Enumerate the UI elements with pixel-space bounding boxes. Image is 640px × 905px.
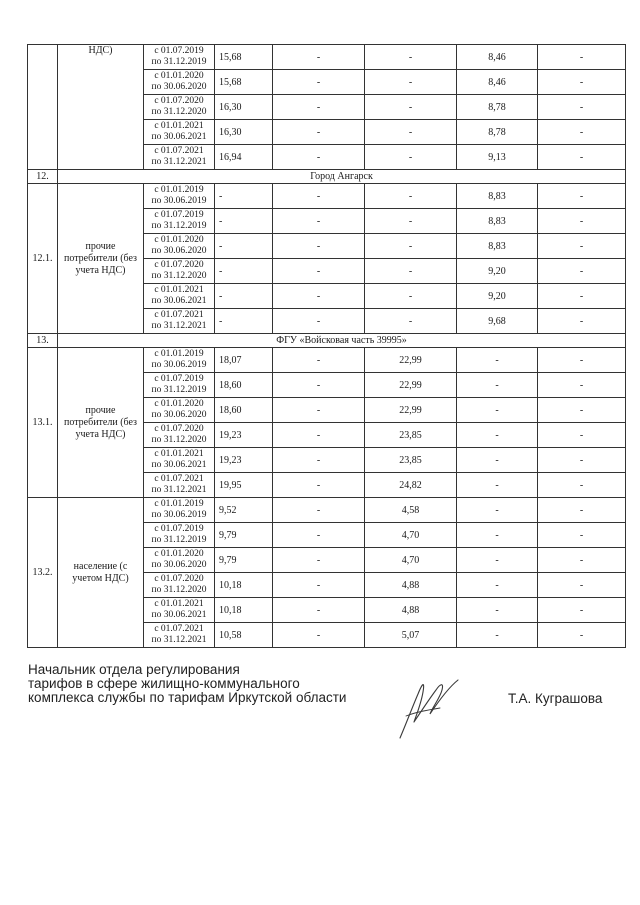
table-row bbox=[28, 45, 626, 70]
period-start: с 01.01.2021 bbox=[154, 121, 204, 131]
tariff-value-cell: - bbox=[215, 309, 273, 334]
period-end: по 30.06.2021 bbox=[151, 132, 207, 142]
section-number: 13. bbox=[28, 334, 58, 348]
tariff-value-cell: 19,95 bbox=[215, 473, 273, 498]
table-row bbox=[28, 348, 626, 373]
handwritten-signature bbox=[392, 672, 472, 742]
tariff-value-cell: - bbox=[457, 423, 538, 448]
tariff-value-cell: 23,85 bbox=[365, 423, 457, 448]
tariff-value-cell: 4,88 bbox=[365, 573, 457, 598]
tariff-value-cell: 24,82 bbox=[365, 473, 457, 498]
tariff-value-cell: - bbox=[273, 184, 365, 209]
period-cell bbox=[144, 234, 215, 259]
period-start: с 01.01.2019 bbox=[154, 349, 204, 359]
period-start: с 01.07.2019 bbox=[154, 210, 204, 220]
tariff-value-cell: 8,46 bbox=[457, 45, 538, 70]
tariff-value-cell: - bbox=[365, 184, 457, 209]
tariff-value-cell: 22,99 bbox=[365, 373, 457, 398]
period-end: по 30.06.2021 bbox=[151, 460, 207, 470]
tariff-value-cell: 9,13 bbox=[457, 145, 538, 170]
tariff-value-cell: - bbox=[538, 523, 626, 548]
period-start: с 01.01.2021 bbox=[154, 285, 204, 295]
period-end: по 31.12.2020 bbox=[151, 435, 207, 445]
tariff-value-cell: - bbox=[538, 209, 626, 234]
period-cell bbox=[144, 548, 215, 573]
tariff-value-cell: - bbox=[365, 45, 457, 70]
tariff-value-cell: - bbox=[273, 309, 365, 334]
tariff-value-cell: 16,30 bbox=[215, 95, 273, 120]
tariff-value-cell: - bbox=[538, 234, 626, 259]
period-end: по 30.06.2021 bbox=[151, 296, 207, 306]
tariff-value-cell: - bbox=[457, 598, 538, 623]
tariff-value-cell: 10,18 bbox=[215, 573, 273, 598]
tariff-value-cell: - bbox=[215, 209, 273, 234]
period-cell bbox=[144, 209, 215, 234]
tariff-value-cell: 15,68 bbox=[215, 70, 273, 95]
tariff-value-cell: - bbox=[273, 145, 365, 170]
group-number: 13.1. bbox=[28, 348, 58, 498]
tariff-value-cell: 4,70 bbox=[365, 548, 457, 573]
tariff-value-cell: 10,58 bbox=[215, 623, 273, 648]
signer-position-line-1: Начальник отдела регулирования bbox=[28, 662, 240, 677]
tariff-value-cell: - bbox=[457, 348, 538, 373]
period-cell bbox=[144, 95, 215, 120]
period-cell bbox=[144, 598, 215, 623]
tariff-value-cell: - bbox=[538, 309, 626, 334]
consumer-category: прочие потребители (без учета НДС) bbox=[58, 348, 144, 498]
tariff-value-cell: 9,79 bbox=[215, 523, 273, 548]
tariff-value-cell: - bbox=[273, 598, 365, 623]
period-cell bbox=[144, 145, 215, 170]
tariff-value-cell: - bbox=[215, 284, 273, 309]
period-cell bbox=[144, 348, 215, 373]
tariff-value-cell: - bbox=[273, 448, 365, 473]
tariff-value-cell: - bbox=[273, 373, 365, 398]
period-end: по 31.12.2020 bbox=[151, 107, 207, 117]
tariff-value-cell: - bbox=[365, 209, 457, 234]
period-end: по 31.12.2020 bbox=[151, 585, 207, 595]
period-end: по 31.12.2021 bbox=[151, 635, 207, 645]
period-end: по 31.12.2021 bbox=[151, 321, 207, 331]
tariff-value-cell: 8,46 bbox=[457, 70, 538, 95]
tariff-value-cell: - bbox=[538, 184, 626, 209]
tariff-value-cell: 4,58 bbox=[365, 498, 457, 523]
tariff-value-cell: 9,20 bbox=[457, 259, 538, 284]
tariff-value-cell: - bbox=[273, 209, 365, 234]
period-start: с 01.01.2019 bbox=[154, 185, 204, 195]
period-start: с 01.07.2021 bbox=[154, 146, 204, 156]
tariff-value-cell: - bbox=[273, 573, 365, 598]
tariff-value-cell: 8,83 bbox=[457, 209, 538, 234]
tariff-value-cell: - bbox=[538, 284, 626, 309]
tariff-value-cell: - bbox=[273, 473, 365, 498]
tariff-value-cell: 16,94 bbox=[215, 145, 273, 170]
tariff-value-cell: - bbox=[273, 234, 365, 259]
signer-name: Т.А. Куграшова bbox=[508, 691, 603, 706]
period-end: по 30.06.2019 bbox=[151, 510, 207, 520]
period-start: с 01.01.2021 bbox=[154, 449, 204, 459]
period-start: с 01.07.2021 bbox=[154, 624, 204, 634]
tariff-value-cell: 23,85 bbox=[365, 448, 457, 473]
tariff-value-cell: - bbox=[538, 398, 626, 423]
tariff-value-cell: - bbox=[273, 398, 365, 423]
tariff-value-cell: - bbox=[365, 120, 457, 145]
tariff-value-cell: 15,68 bbox=[215, 45, 273, 70]
tariff-value-cell: - bbox=[538, 423, 626, 448]
tariff-value-cell: - bbox=[273, 284, 365, 309]
period-end: по 30.06.2020 bbox=[151, 560, 207, 570]
tariff-value-cell: 5,07 bbox=[365, 623, 457, 648]
period-cell bbox=[144, 498, 215, 523]
section-title: Город Ангарск bbox=[58, 170, 626, 184]
tariff-value-cell: - bbox=[457, 398, 538, 423]
period-cell bbox=[144, 373, 215, 398]
period-end: по 30.06.2020 bbox=[151, 246, 207, 256]
tariff-value-cell: - bbox=[365, 309, 457, 334]
signer-position-line-2: тарифов в сфере жилищно-коммунального bbox=[28, 676, 300, 691]
tariff-value-cell: 9,79 bbox=[215, 548, 273, 573]
tariff-value-cell: 8,83 bbox=[457, 184, 538, 209]
tariff-value-cell: 10,18 bbox=[215, 598, 273, 623]
group-number: 13.2. bbox=[28, 498, 58, 648]
tariff-value-cell: - bbox=[273, 523, 365, 548]
period-end: по 30.06.2019 bbox=[151, 196, 207, 206]
tariff-value-cell: - bbox=[538, 145, 626, 170]
period-start: с 01.01.2020 bbox=[154, 549, 204, 559]
period-cell bbox=[144, 523, 215, 548]
tariff-value-cell: 4,70 bbox=[365, 523, 457, 548]
period-start: с 01.07.2020 bbox=[154, 260, 204, 270]
period-start: с 01.07.2021 bbox=[154, 310, 204, 320]
tariff-value-cell: - bbox=[273, 348, 365, 373]
signature-block bbox=[28, 663, 368, 705]
period-end: по 30.06.2021 bbox=[151, 610, 207, 620]
tariff-value-cell: - bbox=[273, 623, 365, 648]
tariff-value-cell: - bbox=[273, 259, 365, 284]
period-end: по 31.12.2019 bbox=[151, 385, 207, 395]
period-end: по 31.12.2020 bbox=[151, 271, 207, 281]
table-row bbox=[28, 498, 626, 523]
period-cell bbox=[144, 623, 215, 648]
tariff-value-cell: - bbox=[538, 498, 626, 523]
period-end: по 31.12.2019 bbox=[151, 535, 207, 545]
tariff-value-cell: - bbox=[538, 573, 626, 598]
period-cell bbox=[144, 309, 215, 334]
tariff-value-cell: - bbox=[365, 145, 457, 170]
period-end: по 30.06.2019 bbox=[151, 360, 207, 370]
tariff-value-cell: 8,83 bbox=[457, 234, 538, 259]
tariff-value-cell: - bbox=[365, 234, 457, 259]
tariff-value-cell: - bbox=[457, 373, 538, 398]
period-cell bbox=[144, 573, 215, 598]
tariff-value-cell: - bbox=[215, 259, 273, 284]
tariff-value-cell: 16,30 bbox=[215, 120, 273, 145]
tariff-value-cell: - bbox=[538, 95, 626, 120]
period-start: с 01.01.2021 bbox=[154, 599, 204, 609]
period-cell bbox=[144, 448, 215, 473]
period-cell bbox=[144, 473, 215, 498]
table-row bbox=[28, 184, 626, 209]
period-start: с 01.07.2019 bbox=[154, 524, 204, 534]
tariff-value-cell: - bbox=[538, 598, 626, 623]
tariff-value-cell: 9,52 bbox=[215, 498, 273, 523]
tariff-value-cell: - bbox=[538, 45, 626, 70]
period-start: с 01.01.2019 bbox=[154, 499, 204, 509]
tariff-value-cell: 9,20 bbox=[457, 284, 538, 309]
group-number bbox=[28, 45, 58, 170]
period-end: по 30.06.2020 bbox=[151, 82, 207, 92]
tariff-value-cell: - bbox=[273, 45, 365, 70]
tariff-value-cell: - bbox=[538, 548, 626, 573]
period-start: с 01.07.2019 bbox=[154, 374, 204, 384]
group-number: 12.1. bbox=[28, 184, 58, 334]
tariff-value-cell: - bbox=[215, 234, 273, 259]
tariff-table bbox=[27, 44, 626, 648]
tariff-value-cell: - bbox=[273, 70, 365, 95]
tariff-value-cell: - bbox=[457, 448, 538, 473]
period-cell bbox=[144, 120, 215, 145]
period-start: с 01.01.2020 bbox=[154, 71, 204, 81]
tariff-value-cell: 8,78 bbox=[457, 120, 538, 145]
tariff-value-cell: - bbox=[273, 423, 365, 448]
period-end: по 31.12.2021 bbox=[151, 157, 207, 167]
tariff-value-cell: - bbox=[457, 573, 538, 598]
period-end: по 31.12.2019 bbox=[151, 221, 207, 231]
tariff-value-cell: - bbox=[215, 184, 273, 209]
tariff-value-cell: - bbox=[457, 498, 538, 523]
period-cell bbox=[144, 45, 215, 70]
tariff-value-cell: - bbox=[273, 548, 365, 573]
period-start: с 01.07.2020 bbox=[154, 574, 204, 584]
tariff-value-cell: 19,23 bbox=[215, 448, 273, 473]
tariff-value-cell: 4,88 bbox=[365, 598, 457, 623]
period-cell bbox=[144, 259, 215, 284]
section-header-row bbox=[28, 334, 626, 348]
tariff-value-cell: - bbox=[273, 120, 365, 145]
tariff-value-cell: - bbox=[273, 95, 365, 120]
tariff-value-cell: - bbox=[457, 548, 538, 573]
period-start: с 01.07.2020 bbox=[154, 96, 204, 106]
tariff-value-cell: 18,07 bbox=[215, 348, 273, 373]
section-header-row bbox=[28, 170, 626, 184]
tariff-value-cell: - bbox=[457, 523, 538, 548]
tariff-value-cell: 18,60 bbox=[215, 398, 273, 423]
period-start: с 01.07.2019 bbox=[154, 46, 204, 56]
period-cell bbox=[144, 70, 215, 95]
tariff-value-cell: - bbox=[365, 70, 457, 95]
tariff-value-cell: - bbox=[538, 448, 626, 473]
tariff-value-cell: 9,68 bbox=[457, 309, 538, 334]
period-cell bbox=[144, 423, 215, 448]
tariff-value-cell: 22,99 bbox=[365, 348, 457, 373]
tariff-value-cell: - bbox=[538, 259, 626, 284]
period-start: с 01.01.2020 bbox=[154, 399, 204, 409]
tariff-value-cell: - bbox=[538, 623, 626, 648]
tariff-value-cell: 22,99 bbox=[365, 398, 457, 423]
period-cell bbox=[144, 398, 215, 423]
tariff-value-cell: - bbox=[365, 259, 457, 284]
period-start: с 01.01.2020 bbox=[154, 235, 204, 245]
consumer-category: НДС) bbox=[58, 45, 144, 170]
tariff-value-cell: 19,23 bbox=[215, 423, 273, 448]
tariff-value-cell: - bbox=[538, 348, 626, 373]
period-end: по 30.06.2020 bbox=[151, 410, 207, 420]
tariff-value-cell: - bbox=[365, 284, 457, 309]
tariff-value-cell: 8,78 bbox=[457, 95, 538, 120]
tariff-value-cell: - bbox=[365, 95, 457, 120]
period-cell bbox=[144, 284, 215, 309]
tariff-value-cell: - bbox=[273, 498, 365, 523]
period-start: с 01.07.2020 bbox=[154, 424, 204, 434]
period-cell bbox=[144, 184, 215, 209]
consumer-category: население (с учетом НДС) bbox=[58, 498, 144, 648]
period-end: по 31.12.2021 bbox=[151, 485, 207, 495]
period-start: с 01.07.2021 bbox=[154, 474, 204, 484]
signer-position-line-3: комплекса службы по тарифам Иркутской области bbox=[28, 690, 347, 705]
section-title: ФГУ «Войсковая часть 39995» bbox=[58, 334, 626, 348]
tariff-value-cell: - bbox=[538, 120, 626, 145]
tariff-value-cell: - bbox=[457, 623, 538, 648]
tariff-value-cell: 18,60 bbox=[215, 373, 273, 398]
tariff-value-cell: - bbox=[538, 373, 626, 398]
tariff-value-cell: - bbox=[538, 473, 626, 498]
tariff-value-cell: - bbox=[457, 473, 538, 498]
consumer-category: прочие потребители (без учета НДС) bbox=[58, 184, 144, 334]
period-end: по 31.12.2019 bbox=[151, 57, 207, 67]
tariff-value-cell: - bbox=[538, 70, 626, 95]
section-number: 12. bbox=[28, 170, 58, 184]
